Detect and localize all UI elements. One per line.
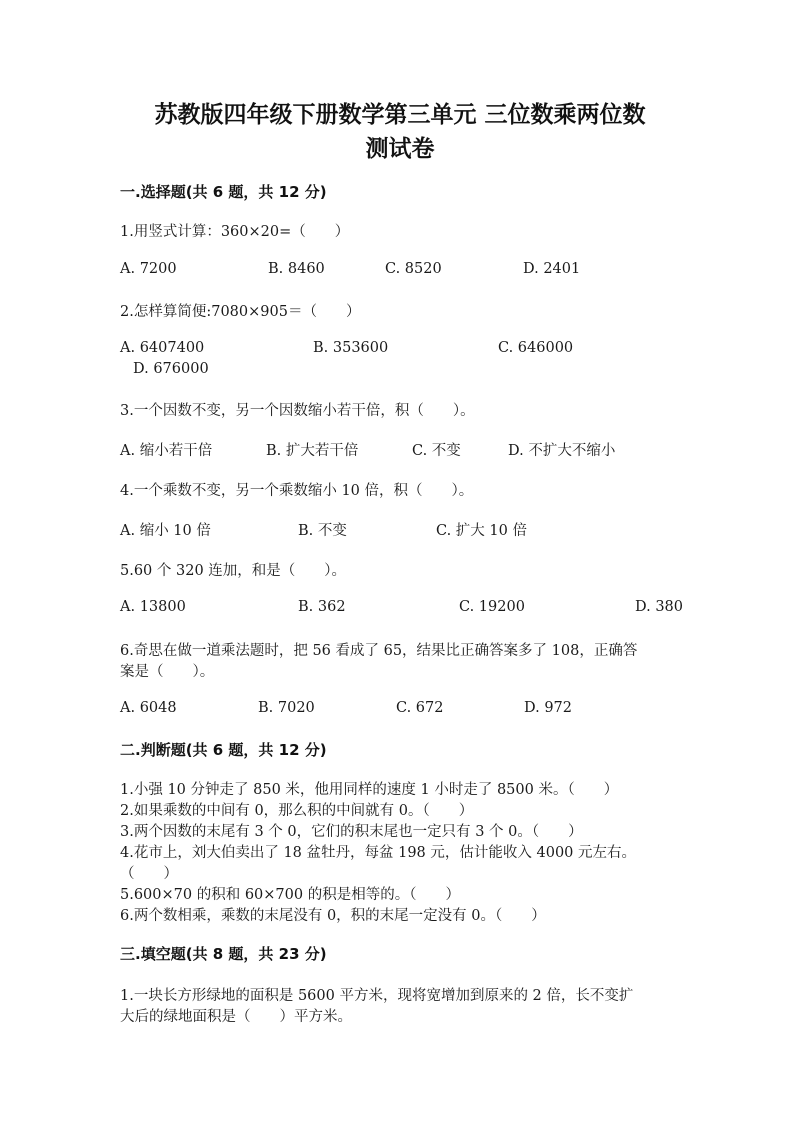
question-5-option-c: C. 19200 <box>459 599 525 615</box>
fill-blank-1-line1: 1.一块长方形绿地的面积是 5600 平方米，现将宽增加到原来的 2 倍，长不变扩 <box>120 988 634 1004</box>
section-heading-choice: 一.选择题(共 6 题，共 12 分) <box>120 183 327 201</box>
question-4-stem: 4.一个乘数不变，另一个乘数缩小 10 倍，积（ ）。 <box>120 483 474 499</box>
question-6-stem-line1: 6.奇思在做一道乘法题时，把 56 看成了 65，结果比正确答案多了 108，正确答 <box>120 643 638 659</box>
question-6-option-c: C. 672 <box>396 700 444 716</box>
question-2-option-b: B. 353600 <box>313 340 389 356</box>
question-5-option-a: A. 13800 <box>120 599 186 615</box>
judgement-item-5: 5.600×70 的积和 60×700 的积是相等的。（ ） <box>120 887 460 903</box>
judgement-item-4: 4.花市上，刘大伯卖出了 18 盆牡丹，每盆 198 元，估计能收入 4000 元左右。 <box>120 845 637 861</box>
exam-title-line2: 测试卷 <box>365 136 435 162</box>
question-2-stem: 2.怎样算简便:7080×905＝（ ） <box>120 304 361 320</box>
question-4-option-b: B. 不变 <box>298 523 347 539</box>
question-3-stem: 3.一个因数不变，另一个因数缩小若干倍，积（ ）。 <box>120 403 475 419</box>
judgement-item-4-blank: （ ） <box>120 866 178 882</box>
question-1-option-c: C. 8520 <box>385 261 442 277</box>
question-1-stem: 1.用竖式计算：360×20=（ ） <box>120 224 350 240</box>
judgement-item-2: 2.如果乘数的中间有 0，那么积的中间就有 0。（ ） <box>120 803 474 819</box>
question-6-option-a: A. 6048 <box>120 700 177 716</box>
question-3-option-c: C. 不变 <box>412 443 461 459</box>
question-4-option-a: A. 缩小 10 倍 <box>120 523 211 539</box>
question-3-option-b: B. 扩大若干倍 <box>266 443 359 459</box>
question-1-option-a: A. 7200 <box>120 261 177 277</box>
judgement-item-3: 3.两个因数的末尾有 3 个 0，它们的积末尾也一定只有 3 个 0。（ ） <box>120 824 583 840</box>
question-3-option-d: D. 不扩大不缩小 <box>508 443 616 459</box>
question-6-option-d: D. 972 <box>524 700 573 716</box>
question-2-option-c: C. 646000 <box>498 340 574 356</box>
exam-title-line1: 苏教版四年级下册数学第三单元 三位数乘两位数 <box>154 102 646 128</box>
fill-blank-1-line2: 大后的绿地面积是（ ）平方米。 <box>120 1009 352 1025</box>
question-2-option-a: A. 6407400 <box>120 340 205 356</box>
section-heading-fill-blank: 三.填空题(共 8 题，共 23 分) <box>120 945 327 963</box>
judgement-item-6: 6.两个数相乘，乘数的末尾没有 0，积的末尾一定没有 0。（ ） <box>120 908 546 924</box>
question-5-option-b: B. 362 <box>298 599 346 615</box>
section-heading-judgement: 二.判断题(共 6 题，共 12 分) <box>120 741 327 759</box>
question-2-option-d: D. 676000 <box>133 361 209 377</box>
question-1-option-d: D. 2401 <box>523 261 581 277</box>
question-3-option-a: A. 缩小若干倍 <box>120 443 213 459</box>
question-6-stem-line2: 案是（ ）。 <box>120 664 215 680</box>
question-5-stem: 5.60 个 320 连加，和是（ ）。 <box>120 563 347 579</box>
judgement-item-1: 1.小强 10 分钟走了 850 米，他用同样的速度 1 小时走了 8500 米。（ ） <box>120 782 619 798</box>
question-5-option-d: D. 380 <box>635 599 684 615</box>
question-1-option-b: B. 8460 <box>268 261 325 277</box>
question-4-option-c: C. 扩大 10 倍 <box>436 523 527 539</box>
question-6-option-b: B. 7020 <box>258 700 315 716</box>
